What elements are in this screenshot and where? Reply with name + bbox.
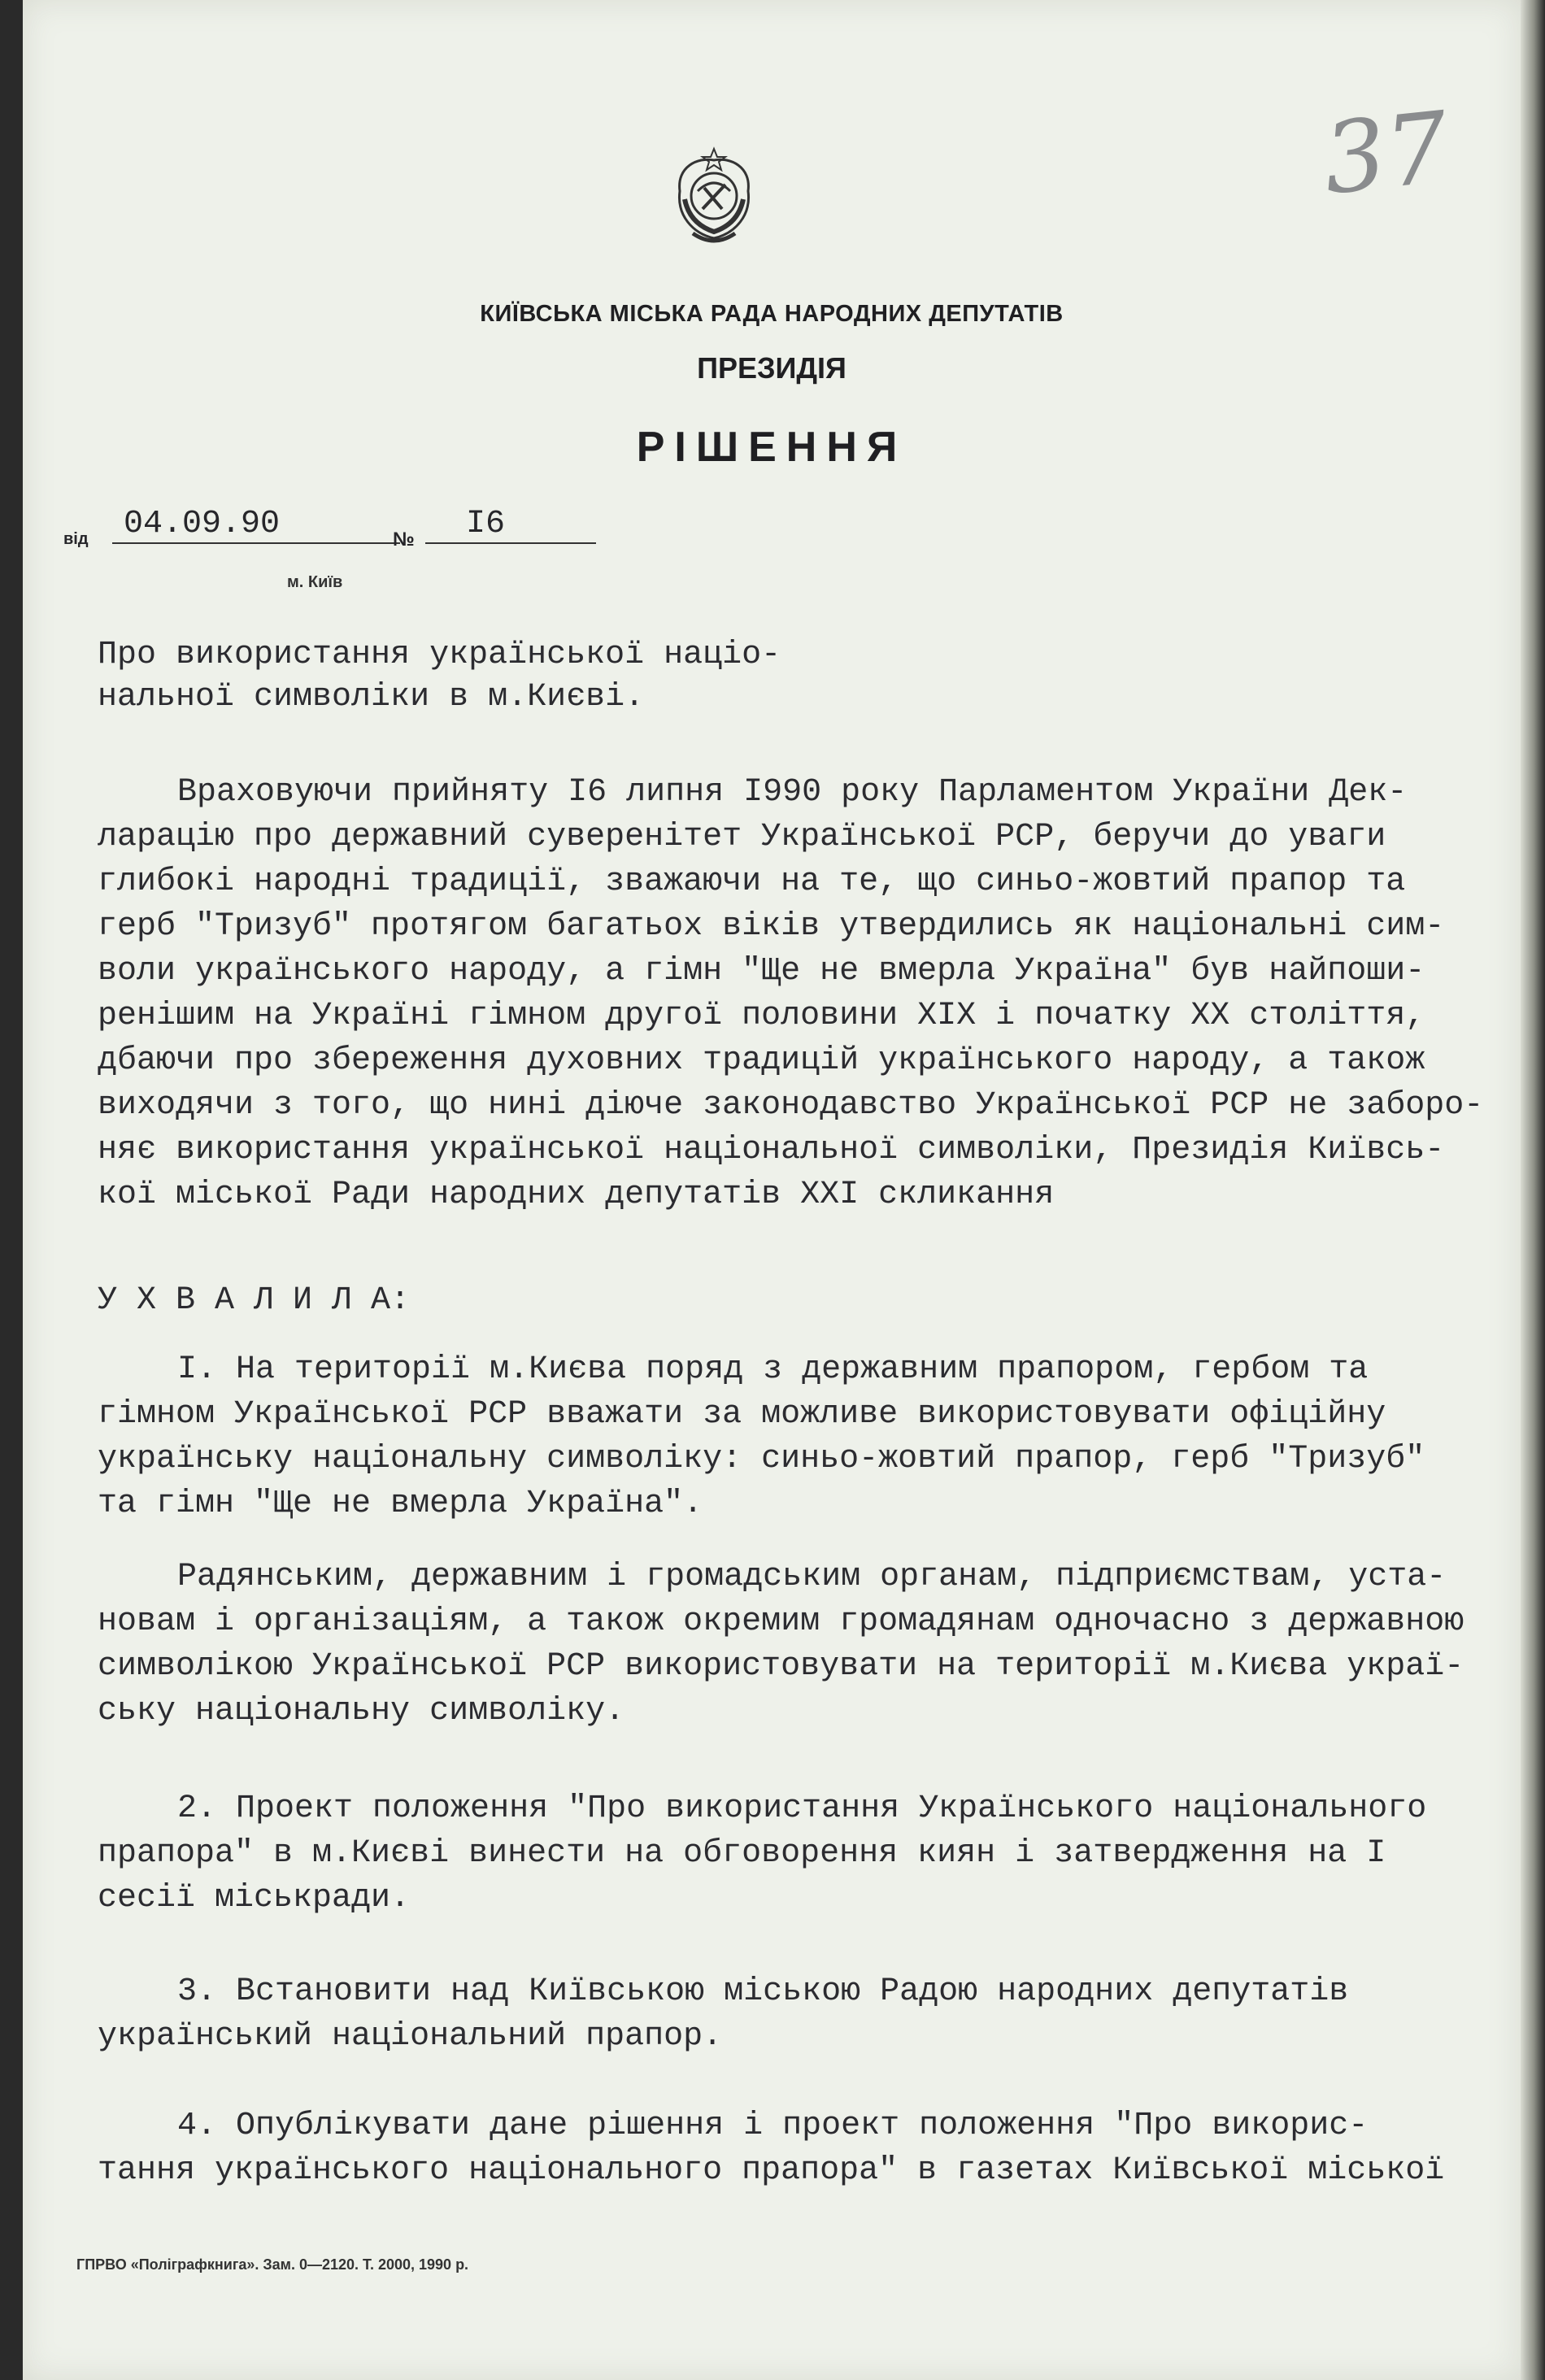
item-2-line: 2. Проект положення "Про використання Українського національного: [177, 1790, 1427, 1827]
item-3-line: 3. Встановити над Київською міською Радою народних депутатів: [177, 1973, 1349, 2010]
resolved-heading: У Х В А Л И Л А:: [98, 1282, 411, 1319]
preamble-line: кої міської Ради народних депутатів XXI скликання: [98, 1177, 1055, 1213]
subject-line: Про використання української націо-: [98, 637, 781, 673]
item-1-line: та гімн "Ще не вмерла Україна".: [98, 1486, 703, 1522]
city-label: м. Київ: [287, 573, 343, 591]
item-1b-line: новам і організаціям, а також окремим громадянам одночасно з державною: [98, 1603, 1464, 1640]
preamble-line: Враховуючи прийняту I6 липня I990 року Парламентом України Дек-: [177, 774, 1408, 811]
document-type-heading: РІШЕННЯ: [636, 424, 907, 471]
item-3-line: український національний прапор.: [98, 2018, 723, 2055]
preamble-line: ларацію про державний суверенітет Української РСР, беручи до уваги: [98, 819, 1386, 855]
item-1b-line: символікою Української РСР використовувати на території м.Києва украї-: [98, 1648, 1464, 1685]
preamble-line: герб "Тризуб" протягом багатьох віків утвердились як національні сим-: [98, 908, 1445, 945]
subject: [98, 634, 911, 719]
item-1-line: гімном Української РСР вважати за можливе використовувати офіційну: [98, 1396, 1386, 1433]
item-2-line: сесії міськради.: [98, 1880, 411, 1917]
preamble-line: глибокі народні традиції, зважаючи на те, що синьо-жовтий прапор та: [98, 864, 1406, 900]
page-edge-shadow: [1521, 0, 1545, 2380]
date-label: від: [63, 530, 89, 548]
number-label: №: [393, 529, 415, 550]
printer-imprint: ГПРВО «Поліграфкнига». Зам. 0—2120. Т. 2000, 1990 р.: [76, 2256, 469, 2273]
preamble-line: дбаючи про збереження духовних традицій українського народу, а також: [98, 1042, 1425, 1079]
preamble-line: ренішим на Україні гімном другої половини XIX і початку XX століття,: [98, 998, 1425, 1034]
item-2-line: прапора" в м.Києві винести на обговорення киян і затвердження на I: [98, 1835, 1386, 1872]
item-1b-line: Радянським, державним і громадським органам, підприємствам, уста-: [177, 1559, 1447, 1595]
item-1-line: українську національну символіку: синьо-жовтий прапор, герб "Тризуб": [98, 1441, 1425, 1477]
subject-line: нальної символіки в м.Києві.: [98, 679, 645, 716]
preamble-line: няє використання української національної символіки, Президія Київсь-: [98, 1132, 1445, 1168]
number-value: I6: [425, 506, 596, 544]
ukrainian-ssr-emblem-icon: [665, 142, 763, 252]
presidium-heading: ПРЕЗИДІЯ: [697, 351, 846, 385]
document-page: [23, 0, 1521, 2380]
item-1-line: I. На території м.Києва поряд з державним прапором, гербом та: [177, 1351, 1369, 1388]
folio-number: 37: [1318, 91, 1454, 217]
date-value: 04.09.90: [112, 506, 400, 544]
item-4-line: 4. Опублікувати дане рішення і проект положення "Про викорис-: [177, 2108, 1369, 2144]
preamble-line: воли українського народу, а гімн "Ще не вмерла Україна" був найпоши-: [98, 953, 1425, 990]
preamble-line: виходячи з того, що нині діюче законодавство Української РСР не заборо-: [98, 1087, 1484, 1124]
item-4-line: тання українського національного прапора" в газетах Київської міської: [98, 2152, 1445, 2189]
item-1b-line: ську національну символіку.: [98, 1693, 625, 1730]
council-name: КИЇВСЬКА МІСЬКА РАДА НАРОДНИХ ДЕПУТАТІВ: [480, 301, 1064, 327]
